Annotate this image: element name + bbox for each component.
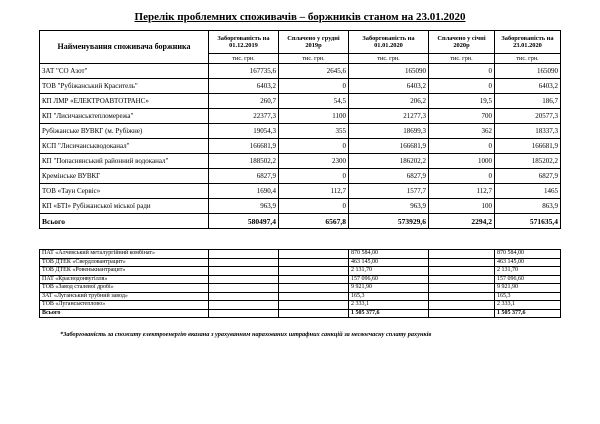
total-amount: 580497,4 [209, 214, 279, 229]
amount-cell: 165,3 [349, 292, 429, 301]
amount-cell: 22377,3 [209, 109, 279, 124]
debtor-name: ПАТ «Алчевський металургійний комбінат» [40, 250, 209, 259]
amount-cell: 185202,2 [495, 154, 561, 169]
amount-cell: 19054,3 [209, 124, 279, 139]
amount-cell: 6827,9 [495, 169, 561, 184]
amount-cell [209, 258, 279, 267]
amount-cell [209, 275, 279, 284]
debtors-table [39, 30, 561, 229]
amount-cell: 1000 [429, 154, 495, 169]
total-label: Всього [40, 309, 209, 318]
amount-cell: 54,5 [279, 94, 349, 109]
amount-cell: 188502,2 [209, 154, 279, 169]
table-row [40, 94, 561, 109]
amount-cell [429, 275, 495, 284]
amount-cell: 186202,2 [349, 154, 429, 169]
amount-cell: 870 584,00 [349, 250, 429, 259]
debtor-name: КСП "Лисичанськводоканал" [40, 139, 209, 154]
unit-label: тис. грн. [209, 54, 279, 64]
amount-cell: 0 [279, 79, 349, 94]
amount-cell [279, 301, 349, 310]
amount-cell: 1577,7 [349, 184, 429, 199]
amount-cell [209, 292, 279, 301]
amount-cell [279, 267, 349, 276]
table-row [40, 292, 561, 301]
amount-cell: 2 333,1 [495, 301, 561, 310]
total-amount: 2294,2 [429, 214, 495, 229]
debtor-name: ТОВ «Таун Сервіс» [40, 184, 209, 199]
amount-cell: 112,7 [429, 184, 495, 199]
amount-cell: 2645,6 [279, 64, 349, 79]
table-header-row [40, 31, 561, 54]
amount-cell: 260,7 [209, 94, 279, 109]
table-row [40, 301, 561, 310]
total-amount [279, 309, 349, 318]
amount-cell: 1465 [495, 184, 561, 199]
amount-cell: 2 131,70 [495, 267, 561, 276]
table-row [40, 124, 561, 139]
amount-cell: 165,3 [495, 292, 561, 301]
amount-cell: 863,9 [495, 199, 561, 214]
amount-cell: 206,2 [349, 94, 429, 109]
debtor-name: ПАТ «Краснодонвугілля» [40, 275, 209, 284]
amount-cell: 18337,3 [495, 124, 561, 139]
amount-cell: 112,7 [279, 184, 349, 199]
amount-cell [209, 267, 279, 276]
amount-cell: 6403,2 [495, 79, 561, 94]
table-row [40, 258, 561, 267]
amount-cell: 963,9 [349, 199, 429, 214]
amount-cell [279, 250, 349, 259]
amount-cell: 165090 [495, 64, 561, 79]
amount-cell: 355 [279, 124, 349, 139]
debtor-name: Рубіжанське ВУВКГ (м. Рубіжне) [40, 124, 209, 139]
amount-cell: 18699,3 [349, 124, 429, 139]
column-header: Заборгованість на 01.12.2019 [209, 31, 279, 54]
column-header: Заборгованість на 23.01.2020 [495, 31, 561, 54]
amount-cell: 0 [429, 169, 495, 184]
amount-cell: 0 [279, 169, 349, 184]
table-row [40, 184, 561, 199]
unit-label: тис. грн. [495, 54, 561, 64]
debtor-name: КП "Попаснянський районний водоканал" [40, 154, 209, 169]
amount-cell: 0 [429, 79, 495, 94]
amount-cell: 6827,9 [209, 169, 279, 184]
table-row [40, 267, 561, 276]
amount-cell: 362 [429, 124, 495, 139]
amount-cell: 165090 [349, 64, 429, 79]
amount-cell: 963,9 [209, 199, 279, 214]
amount-cell: 167735,6 [209, 64, 279, 79]
column-header: Заборгованість на 01.01.2020 [349, 31, 429, 54]
amount-cell: 21277,3 [349, 109, 429, 124]
table-row [40, 109, 561, 124]
amount-cell: 6403,2 [209, 79, 279, 94]
table-total-row [40, 214, 561, 229]
amount-cell: 9 921,90 [495, 284, 561, 293]
table-row [40, 199, 561, 214]
total-label: Всього [40, 214, 209, 229]
debtor-name: Кремінське ВУВКГ [40, 169, 209, 184]
amount-cell: 157 096,60 [495, 275, 561, 284]
column-header: Сплачено у січні 2020р [429, 31, 495, 54]
debtor-name: КП «БТІ» Рубіжанської міської ради [40, 199, 209, 214]
amount-cell: 2300 [279, 154, 349, 169]
debtor-name: ТОВ ДТЕК «Ровенькиантрацит» [40, 267, 209, 276]
total-amount [429, 309, 495, 318]
amount-cell: 463 145,00 [349, 258, 429, 267]
amount-cell [429, 284, 495, 293]
page-title: Перелік проблемних споживачів – боржників станом на 23.01.2020 [134, 11, 466, 23]
total-amount: 571635,4 [495, 214, 561, 229]
amount-cell: 6827,9 [349, 169, 429, 184]
table-row [40, 154, 561, 169]
total-amount [209, 309, 279, 318]
amount-cell: 1690,4 [209, 184, 279, 199]
debtor-name: ТОВ «Завод сталевої дробі» [40, 284, 209, 293]
amount-cell: 0 [429, 64, 495, 79]
amount-cell: 6403,2 [349, 79, 429, 94]
amount-cell [279, 284, 349, 293]
total-amount: 1 505 377,6 [349, 309, 429, 318]
unit-label: тис. грн. [279, 54, 349, 64]
debtor-name: ЗАТ «Луганський трубний завод» [40, 292, 209, 301]
amount-cell: 166681,9 [349, 139, 429, 154]
amount-cell: 157 096,60 [349, 275, 429, 284]
unit-label: тис. грн. [349, 54, 429, 64]
amount-cell: 20577,3 [495, 109, 561, 124]
amount-cell: 19,5 [429, 94, 495, 109]
unit-label: тис. грн. [429, 54, 495, 64]
debtor-name: КП ЛМР «ЕЛЕКТРОАВТОТРАНС» [40, 94, 209, 109]
debtor-name: ТОВ «Луганськтеплово» [40, 301, 209, 310]
amount-cell [429, 301, 495, 310]
amount-cell [279, 292, 349, 301]
amount-cell: 9 921,90 [349, 284, 429, 293]
debtor-name: КП "Лисичанськтепломережа" [40, 109, 209, 124]
debtors-table-2 [39, 249, 561, 318]
debtor-name: ТОВ ДТЕК «Свердловантрацит» [40, 258, 209, 267]
amount-cell [429, 250, 495, 259]
amount-cell: 0 [279, 139, 349, 154]
amount-cell: 0 [429, 139, 495, 154]
column-header: Найменування споживача боржника [40, 31, 209, 64]
table-row [40, 139, 561, 154]
column-header: Сплачено у грудні 2019р [279, 31, 349, 54]
amount-cell: 166681,9 [495, 139, 561, 154]
amount-cell [209, 284, 279, 293]
total-amount: 6567,8 [279, 214, 349, 229]
debtor-name: ТОВ "Рубіжанський Краситель" [40, 79, 209, 94]
amount-cell [209, 301, 279, 310]
amount-cell: 0 [279, 199, 349, 214]
debtor-name: ЗАТ "СО Азот" [40, 64, 209, 79]
table-row [40, 79, 561, 94]
amount-cell [279, 275, 349, 284]
amount-cell: 100 [429, 199, 495, 214]
amount-cell: 186,7 [495, 94, 561, 109]
amount-cell [429, 267, 495, 276]
amount-cell: 1100 [279, 109, 349, 124]
table-row [40, 284, 561, 293]
amount-cell: 700 [429, 109, 495, 124]
total-amount: 1 505 377,6 [495, 309, 561, 318]
amount-cell: 870 584,00 [495, 250, 561, 259]
amount-cell: 2 333,1 [349, 301, 429, 310]
table-row [40, 250, 561, 259]
table-row [40, 169, 561, 184]
footnote: *Заборгованість за спожиту електроенергію вказана з урахуванням нарахованих штрафних санкцій за несвоєчасну сплату рахунків [60, 331, 432, 338]
table-row [40, 64, 561, 79]
amount-cell: 2 131,70 [349, 267, 429, 276]
table-total-row [40, 309, 561, 318]
amount-cell: 166681,9 [209, 139, 279, 154]
amount-cell: 463 145,00 [495, 258, 561, 267]
amount-cell [429, 292, 495, 301]
amount-cell [209, 250, 279, 259]
table-row [40, 275, 561, 284]
total-amount: 573929,6 [349, 214, 429, 229]
amount-cell [429, 258, 495, 267]
amount-cell [279, 258, 349, 267]
